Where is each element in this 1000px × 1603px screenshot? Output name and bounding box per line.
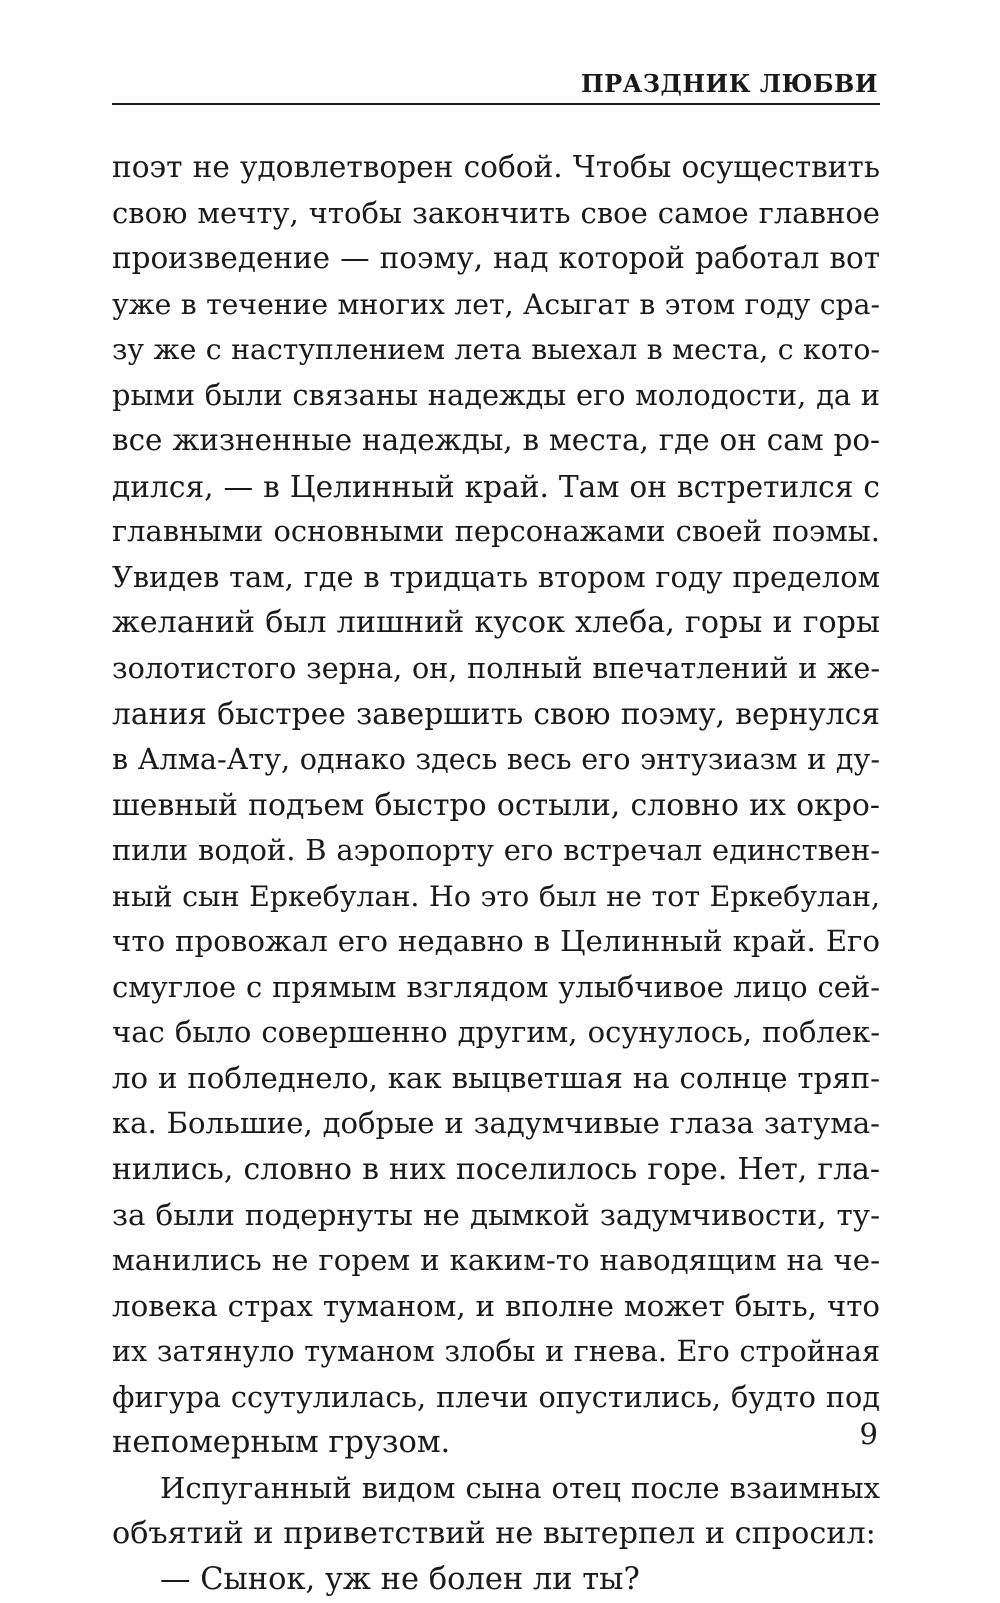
text-line: фигура ссутулилась, плечи опустились, будто под <box>112 1379 880 1414</box>
text-line: ка. Большие, добрые и задумчивые глаза затума- <box>112 1106 880 1141</box>
text-line: ный сын Еркебулан. Но это был не тот Еркебулан, <box>112 879 880 913</box>
text-line: Увидев там, где в тридцать втором году пределом <box>112 559 880 594</box>
text-line: ло и побледнело, как выцветшая на солнце тряп- <box>112 1060 880 1095</box>
text-line: нились, словно в них поселилось горе. Нет, гла- <box>112 1152 880 1188</box>
text-line: желаний был лишний кусок хлеба, горы и горы <box>112 605 880 641</box>
text-line: уже в течение многих лет, Асыгат в этом году сра- <box>112 287 880 321</box>
paragraph-end-line: объятий и приветствий не вытерпел и спросил: <box>112 1516 876 1552</box>
paragraph-first-line: Испуганный видом сына отец после взаимных <box>160 1470 880 1505</box>
header-rule <box>112 103 880 105</box>
text-line: смуглое с прямым взглядом улыбчивое лицо сей- <box>112 969 880 1004</box>
page-number: 9 <box>859 1417 878 1451</box>
running-head-title: ПРАЗДНИК ЛЮБВИ <box>580 69 878 98</box>
text-line: произведение — поэму, над которой работал вот <box>112 241 880 276</box>
text-line: поэт не удовлетворен собой. Чтобы осуществить <box>112 150 880 184</box>
text-line: лания быстрее завершить свою поэму, вернулся <box>112 696 880 732</box>
text-line: за были подернуты не дымкой задумчивости, ту- <box>112 1197 880 1232</box>
text-line: золотистого зерна, он, полный впечатлений и же- <box>112 651 880 686</box>
text-line: рыми были связаны надежды его молодости, да и <box>112 377 880 412</box>
text-line: в Алма-Ату, однако здесь весь его энтузиазм и ду- <box>112 742 880 777</box>
dialogue-line: — Сынок, уж не болен ли ты? <box>160 1561 640 1597</box>
text-line: ловека страх туманом, и вполне может быть, что <box>112 1288 880 1323</box>
text-line: свою мечту, чтобы закончить свое самое главное <box>112 195 880 230</box>
paragraph-end-line: непомерным грузом. <box>112 1425 451 1461</box>
text-line: их затянуло туманом злобы и гнева. Его стройная <box>112 1334 880 1369</box>
text-line: пили водой. В аэропорту его встречал единствен- <box>112 833 880 868</box>
body-text <box>112 145 880 1603</box>
text-line: что провожал его недавно в Целинный край. Его <box>112 924 880 959</box>
text-line: манились не горем и каким-то наводящим на че- <box>112 1243 880 1278</box>
text-line: зу же с наступлением лета выехал в места, с кото- <box>112 333 880 367</box>
text-line: главными основными персонажами своей поэмы. <box>112 514 880 549</box>
text-line: все жизненные надежды, в места, где он сам ро- <box>112 423 880 458</box>
text-line: шевный подъем быстро остыли, словно их окро- <box>112 787 880 823</box>
text-line: дился, — в Целинный край. Там он встретился с <box>112 468 880 504</box>
text-line: час было совершенно другим, осунулось, поблек- <box>112 1015 880 1050</box>
